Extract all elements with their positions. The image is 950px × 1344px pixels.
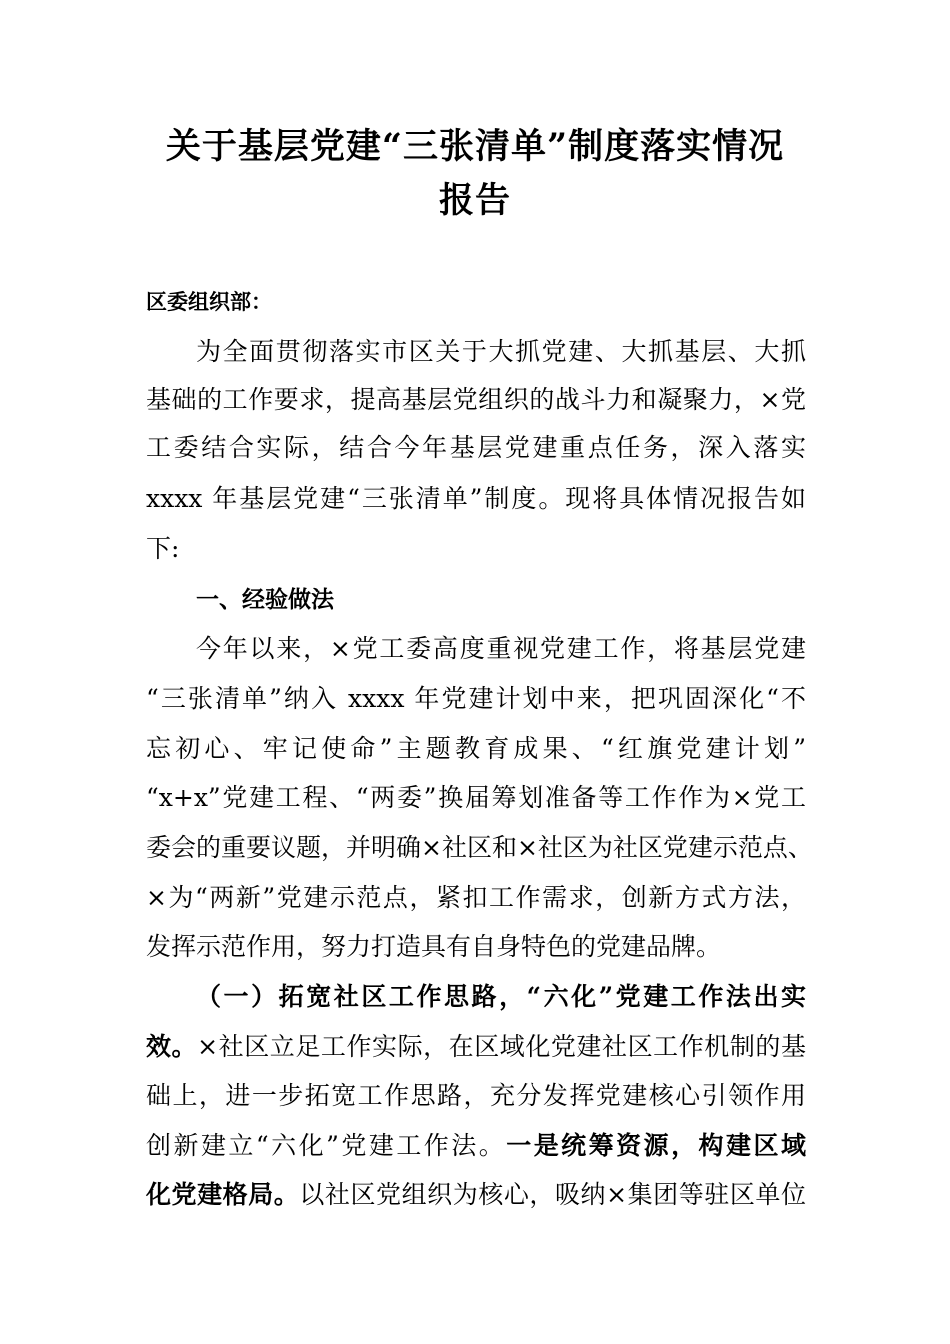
- paragraph-line: [146, 1124, 806, 1168]
- paragraph-line: “x+x”党建工程、“两委”换届筹划准备等工作作为×党工: [146, 783, 806, 812]
- paragraph-line: 工委结合实际，结合今年基层党建重点任务，深入落实: [146, 433, 806, 462]
- paragraph-text: ×社区立足工作实际，在区域化党建社区工作机制的基: [197, 1032, 806, 1061]
- paragraph-line: 忘初心、牢记使命”主题教育成果、“红旗党建计划”: [146, 734, 806, 763]
- subsection-heading: （一）拓宽社区工作思路，“六化”党建工作法出实: [196, 982, 806, 1011]
- paragraph-line: 基础的工作要求，提高基层党组织的战斗力和凝聚力，×党: [146, 385, 806, 414]
- paragraph-line: [146, 1025, 806, 1069]
- addressee: 区委组织部：: [146, 290, 272, 314]
- point-heading: 一是统筹资源，构建区域: [506, 1131, 806, 1160]
- document-title-line-2: 报告: [438, 180, 511, 221]
- paragraph-line: 委会的重要议题，并明确×社区和×社区为社区党建示范点、: [146, 833, 813, 862]
- paragraph-line: 今年以来，×党工委高度重视党建工作，将基层党建: [196, 634, 806, 663]
- section-heading: 一、经验做法: [196, 587, 334, 613]
- document-title-line-1: 关于基层党建“三张清单”制度落实情况: [165, 126, 785, 167]
- paragraph-text: 创新建立“六化”党建工作法。: [146, 1131, 507, 1160]
- paragraph-text: 以社区党组织为核心，吸纳×集团等驻区单位: [299, 1180, 806, 1209]
- paragraph-line: 础上，进一步拓宽工作思路，充分发挥党建核心引领作用: [146, 1081, 806, 1110]
- paragraph-line: [146, 1173, 806, 1217]
- paragraph-line: 下:: [146, 534, 180, 563]
- paragraph-line: 发挥示范作用，努力打造具有自身特色的党建品牌。: [146, 932, 722, 961]
- point-heading-end: 化党建格局。: [146, 1180, 300, 1209]
- paragraph-line: 为全面贯彻落实市区关于大抓党建、大抓基层、大抓: [196, 337, 806, 366]
- paragraph-line: “三张清单”纳入 xxxx 年党建计划中来，把巩固深化“不: [146, 684, 806, 713]
- paragraph-line: ×为“两新”党建示范点，紧扣工作需求，创新方式方法，: [146, 883, 806, 912]
- paragraph-line: xxxx 年基层党建“三张清单”制度。现将具体情况报告如: [146, 484, 806, 513]
- subsection-heading-end: 效。: [146, 1032, 198, 1061]
